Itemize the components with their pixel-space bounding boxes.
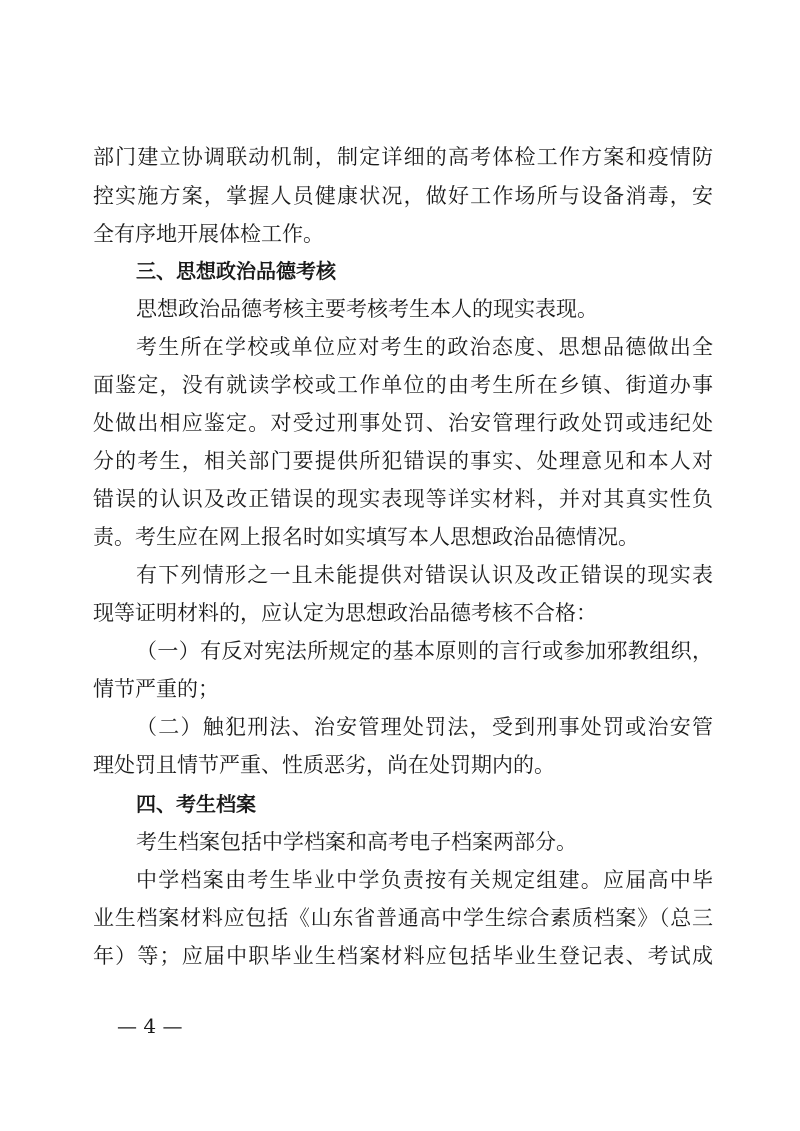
- list-item-line: 理处罚且情节严重、性质恶劣，尚在处罚期内的。: [93, 753, 555, 777]
- paragraph-line: 处做出相应鉴定。对受过刑事处罚、治安管理行政处罚或违纪处: [93, 411, 713, 435]
- paragraph-line: 业生档案材料应包括《山东省普通高中学生综合素质档案》（总三: [93, 906, 713, 930]
- paragraph-line: 思想政治品德考核主要考核考生本人的现实表现。: [136, 297, 598, 321]
- paragraph-line: 考生所在学校或单位应对考生的政治态度、思想品德做出全: [136, 335, 713, 359]
- paragraph-line: 责。考生应在网上报名时如实填写本人思想政治品德情况。: [93, 525, 639, 549]
- list-item-line: （二）触犯刑法、治安管理处罚法，受到刑事处罚或治安管: [136, 715, 713, 739]
- paragraph-line: 控实施方案，掌握人员健康状况，做好工作场所与设备消毒，安: [93, 184, 713, 208]
- page-number: — 4 —: [117, 1014, 183, 1038]
- list-item-line: 情节严重的；: [93, 677, 219, 701]
- paragraph-line: 分的考生，相关部门要提供所犯错误的事实、处理意见和本人对: [93, 449, 713, 473]
- paragraph-line: 中学档案由考生毕业中学负责按有关规定组建。应届高中毕: [136, 868, 713, 892]
- paragraph-line: 年）等；应届中职毕业生档案材料应包括毕业生登记表、考试成: [93, 944, 713, 968]
- section-heading-4: 四、考生档案: [136, 792, 256, 816]
- paragraph-line: 全有序地开展体检工作。: [93, 222, 324, 246]
- paragraph-line: 错误的认识及改正错误的现实表现等详实材料，并对其真实性负: [93, 487, 713, 511]
- paragraph-line: 现等证明材料的，应认定为思想政治品德考核不合格：: [93, 601, 597, 625]
- section-heading-3: 三、思想政治品德考核: [136, 259, 336, 283]
- list-item-line: （一）有反对宪法所规定的基本原则的言行或参加邪教组织，: [136, 639, 713, 663]
- paragraph-line: 部门建立协调联动机制，制定详细的高考体检工作方案和疫情防: [93, 145, 713, 169]
- paragraph-line: 考生档案包括中学档案和高考电子档案两部分。: [136, 830, 577, 854]
- paragraph-line: 面鉴定，没有就读学校或工作单位的由考生所在乡镇、街道办事: [93, 373, 713, 397]
- paragraph-line: 有下列情形之一且未能提供对错误认识及改正错误的现实表: [136, 563, 713, 587]
